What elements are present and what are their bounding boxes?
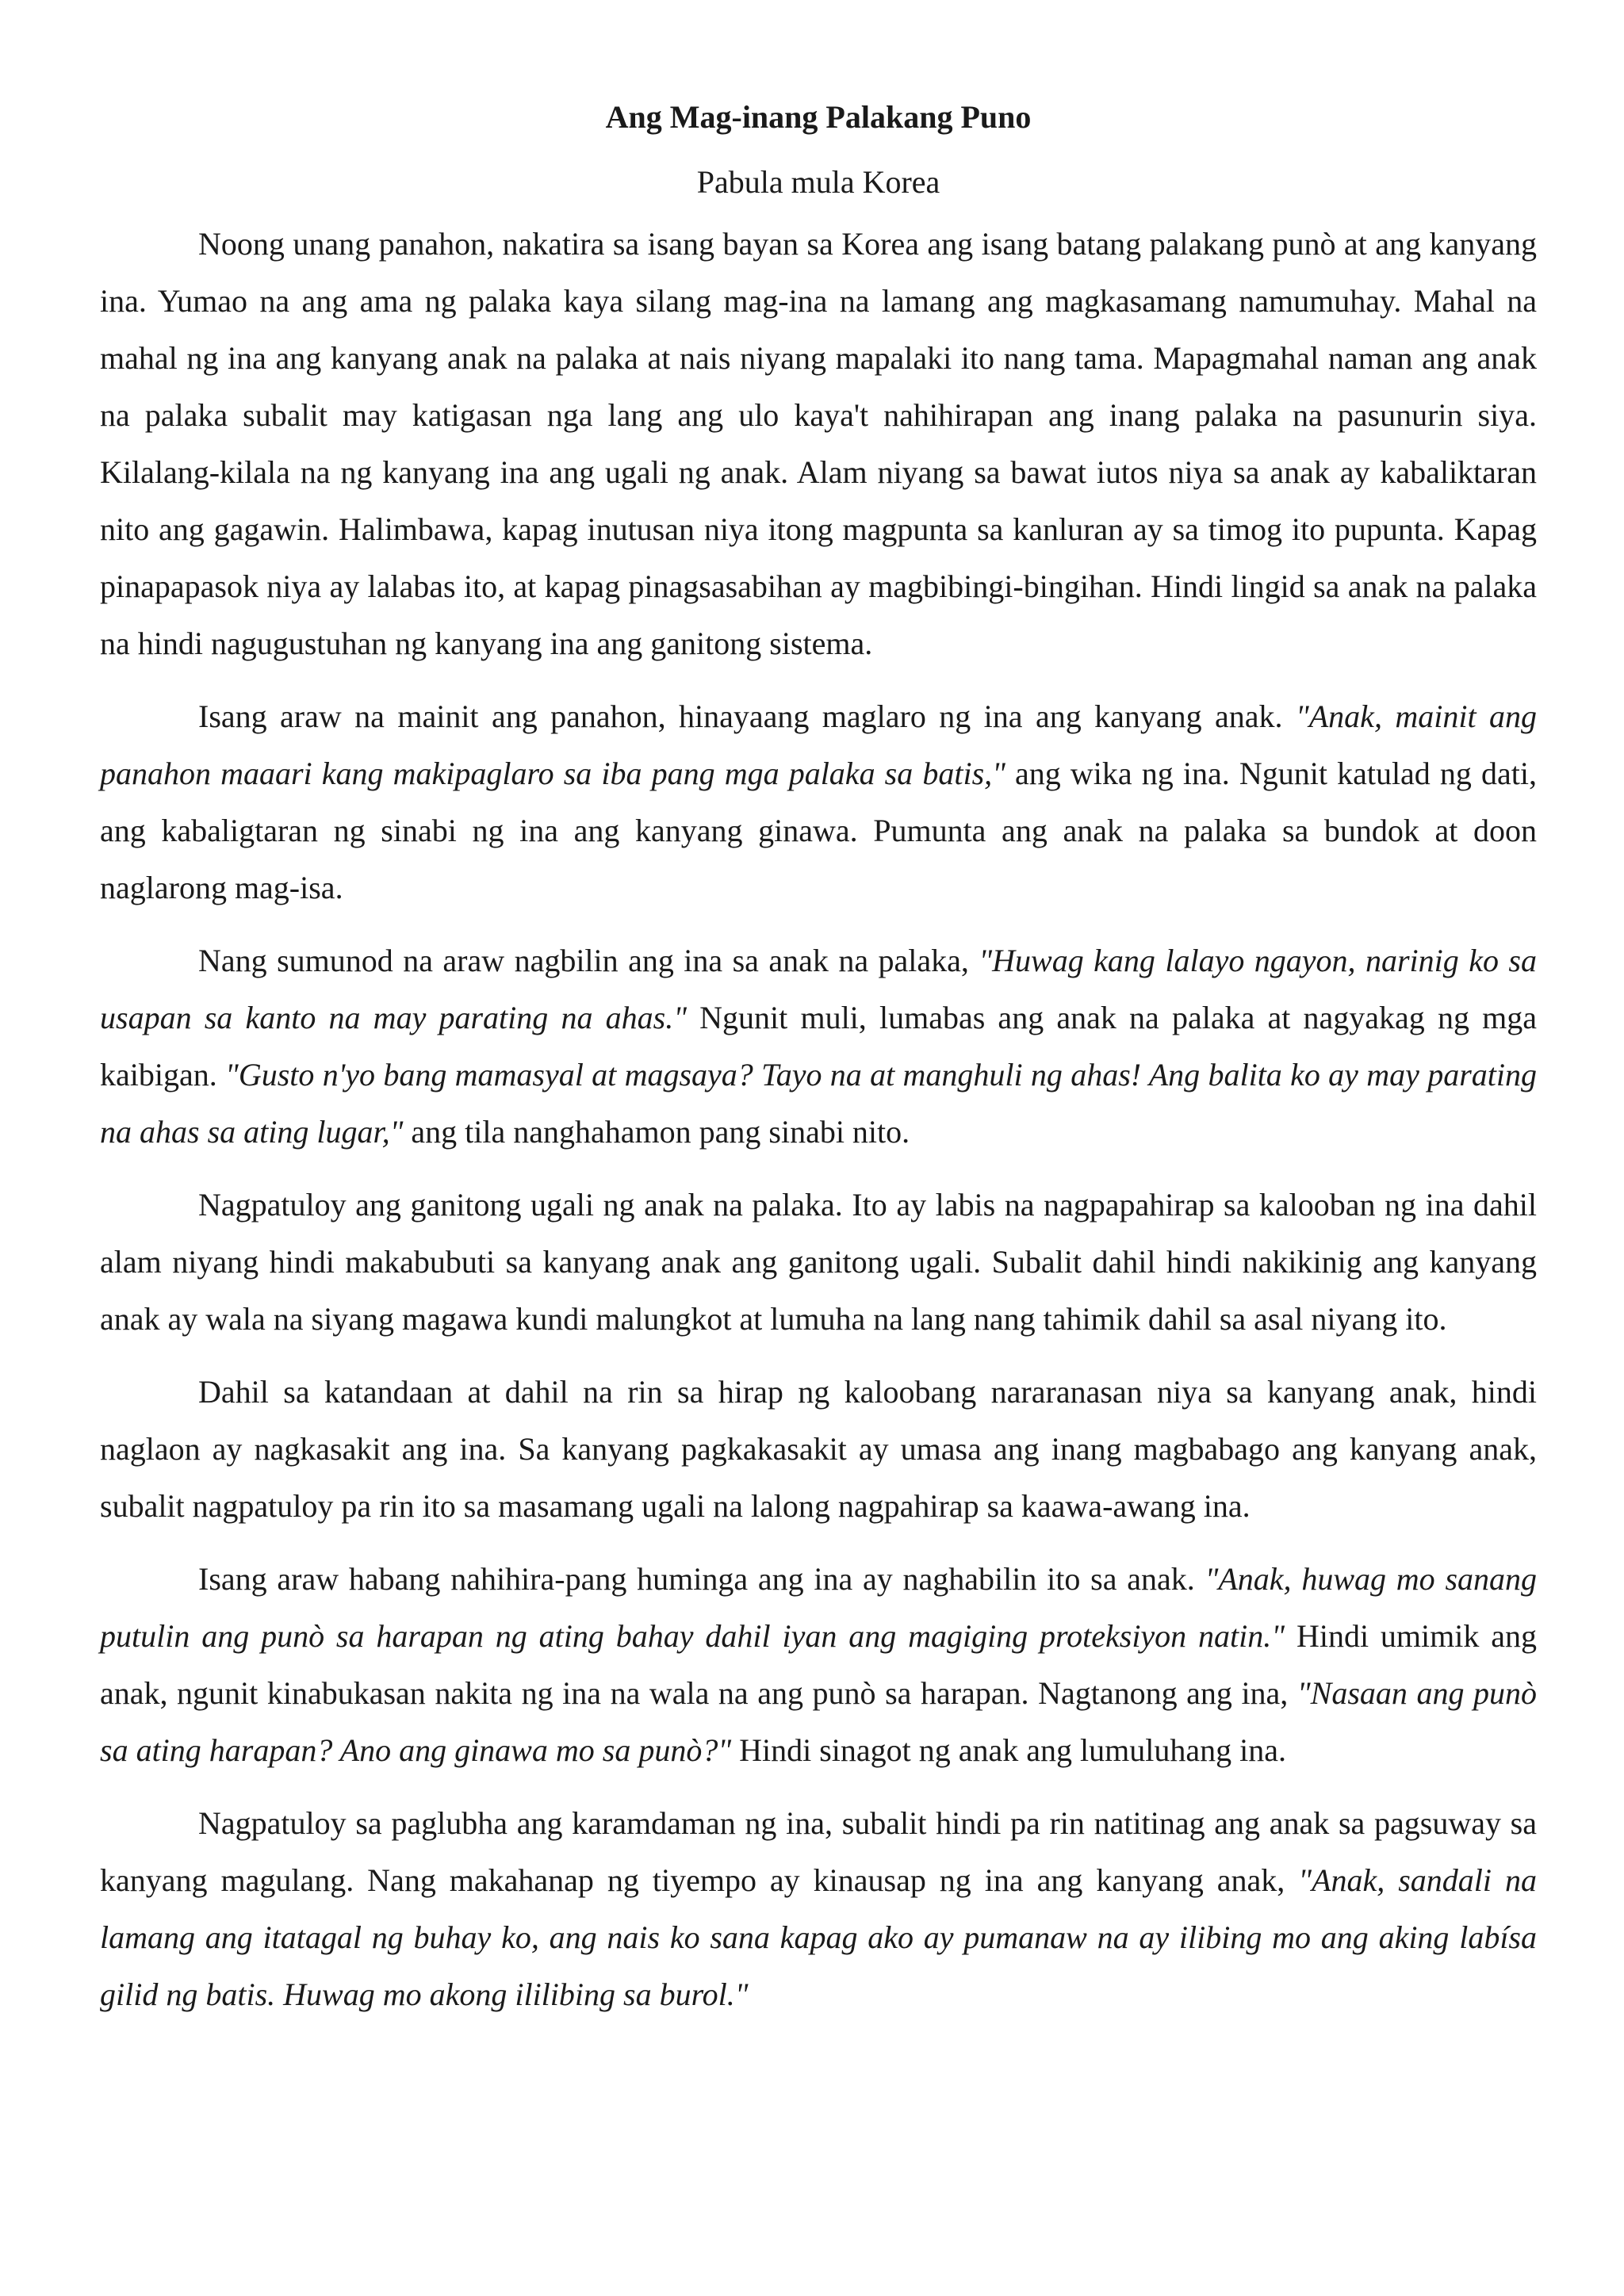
paragraph	[100, 1795, 1537, 2023]
quoted-dialogue: "Anak, huwag mo sanang putulin ang punò sa harapan ng ating bahay dahil iyan ang magiging proteksiyon natin."	[100, 1561, 1538, 1654]
document-subtitle: Pabula mula Korea	[696, 164, 940, 200]
narration-text: Noong unang panahon, nakatira sa isang bayan sa Korea ang isang batang palakang punò at ang kanyang ina. Yumao na ang ama ng palaka kaya silang mag-ina na lamang ang magkasamang namumuhay. Mahal na mahal ng ina ang kanyang anak na palaka at nais niyang mapalaki ito nang tama. Mapagmahal naman ang anak na palaka subalit may katigasan nga lang ang ulo kaya't nahihirapan ang inang palaka na pasunurin siya. Kilalang-kilala na ng kanyang ina ang ugali ng anak. Alam niyang sa bawat iutos niya sa anak ay kabaliktaran nito ang gagawin. Halimbawa, kapag inutusan niya itong magpunta sa kanluran ay sa timog ito pupunta. Kapag pinapapasok niya ay lalabas ito, at kapag pinagsasabihan ay magbibingi-bingihan. Hindi lingid sa anak na palaka na hindi nagugustuhan ng kanyang ina ang ganitong sistema.	[100, 226, 1537, 661]
paragraph	[100, 1177, 1537, 1348]
quoted-dialogue: "Huwag kang lalayo ngayon, narinig ko sa usapan sa kanto na may parating na ahas."	[100, 943, 1537, 1035]
narration-text: Isang araw na mainit ang panahon, hinayaang maglaro ng ina ang kanyang anak.	[198, 698, 1296, 734]
document-body	[100, 216, 1537, 2023]
paragraph	[100, 688, 1537, 916]
quoted-dialogue: "Anak, sandali na lamang ang itatagal ng buhay ko, ang nais ko sana kapag ako ay pumanaw na ay ilibing mo ang aking labísa gilid ng batis. Huwag mo akong ililibing sa burol."	[100, 1862, 1537, 2012]
narration-text: Nang sumunod na araw nagbilin ang ina sa anak na palaka,	[198, 943, 979, 978]
narration-text: Ngunit muli, lumabas ang anak na palaka at nagyakag ng mga kaibigan.	[100, 1000, 1538, 1093]
quoted-dialogue: "Anak, mainit ang panahon maaari kang makipaglaro sa iba pang mga palaka sa batis,"	[100, 698, 1537, 791]
narration-text: ang tila nanghahamon pang sinabi nito.	[403, 1114, 910, 1150]
document-title: Ang Mag-inang Palakang Puno	[605, 99, 1032, 135]
narration-text: ang wika ng ina. Ngunit katulad ng dati, ang kabaligtaran ng sinabi ng ina ang kanyang ginawa. Pumunta ang anak na palaka sa bundok at doon naglarong mag-isa.	[100, 756, 1538, 905]
paragraph	[100, 216, 1537, 672]
narration-text: Isang araw habang nahihira-pang huminga ang ina ay naghabilin ito sa anak.	[198, 1561, 1205, 1597]
document-page	[100, 94, 1537, 2039]
quoted-dialogue: "Gusto n'yo bang mamasyal at magsaya? Tayo na at manghuli ng ahas! Ang balita ko ay may parating na ahas sa ating lugar,"	[100, 1057, 1537, 1150]
paragraph	[100, 1364, 1537, 1535]
narration-text: Hindi umimik ang anak, ngunit kinabukasan nakita ng ina na wala na ang punò sa harapan. Nagtanong ang ina,	[100, 1618, 1537, 1711]
narration-text: Nagpatuloy sa paglubha ang karamdaman ng ina, subalit hindi pa rin natitinag ang anak sa pagsuway sa kanyang magulang. Nang makahanap ng tiyempo ay kinausap ng ina ang kanyang anak,	[100, 1805, 1537, 1898]
narration-text: Dahil sa katandaan at dahil na rin sa hirap ng kaloobang nararanasan niya sa kanyang anak, hindi naglaon ay nagkasakit ang ina. Sa kanyang pagkakasakit ay umasa ang inang magbabago ang kanyang anak, subalit nagpatuloy pa rin ito sa masamang ugali na lalong nagpahirap sa kaawa-awang ina.	[100, 1374, 1537, 1524]
narration-text: Hindi sinagot ng anak ang lumuluhang ina.	[731, 1732, 1287, 1768]
narration-text: Nagpatuloy ang ganitong ugali ng anak na palaka. Ito ay labis na nagpapahirap sa kalooban ng ina dahil alam niyang hindi makabubuti sa kanyang anak ang ganitong ugali. Subalit dahil hindi nakikinig ang kanyang anak ay wala na siyang magawa kundi malungkot at lumuha na lang nang tahimik dahil sa asal niyang ito.	[100, 1187, 1537, 1337]
quoted-dialogue: "Nasaan ang punò sa ating harapan? Ano ang ginawa mo sa punò?"	[100, 1675, 1537, 1768]
paragraph	[100, 932, 1537, 1161]
paragraph	[100, 1551, 1537, 1779]
